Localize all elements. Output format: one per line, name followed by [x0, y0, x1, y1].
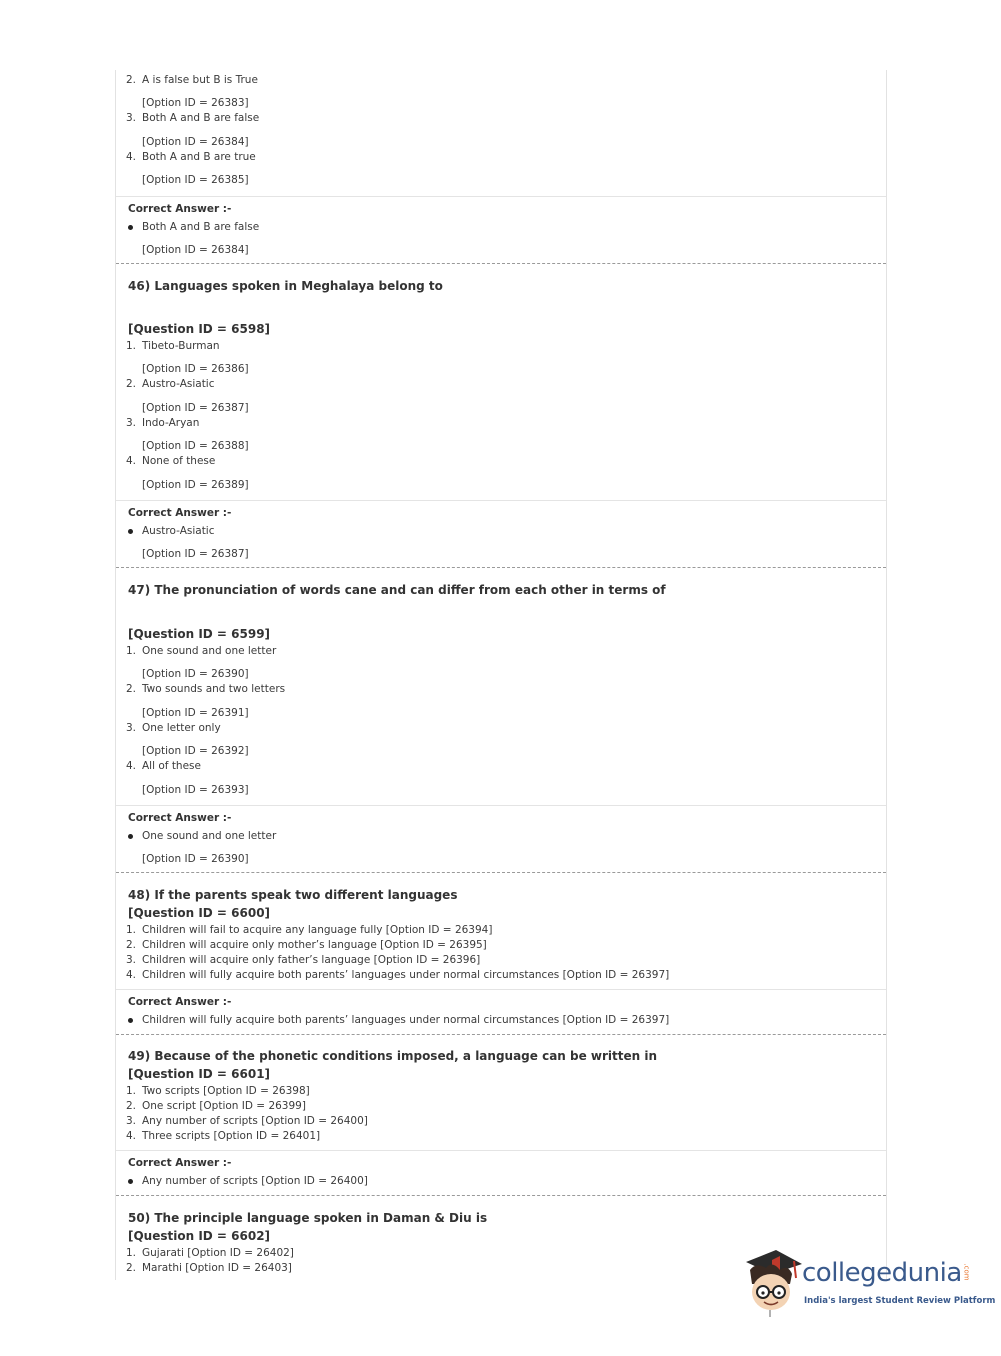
q47-correct-answer [116, 805, 886, 872]
question-text: 48) If the parents speak two different languages [128, 888, 458, 902]
bullet-icon [128, 1018, 133, 1023]
option-id: [Option ID = 26392] [142, 745, 249, 757]
correct-answer-label: Correct Answer :- [128, 812, 232, 824]
logo-tagline: India's largest Student Review Platform [804, 1296, 996, 1306]
option-number: 2. [126, 1100, 137, 1112]
option-id: [Option ID = 26384] [142, 136, 249, 148]
q48-block [116, 872, 886, 989]
option-text: None of these [142, 455, 216, 467]
option-text: Both A and B are false [142, 112, 260, 124]
correct-answer-id: [Option ID = 26387] [142, 548, 249, 560]
question-text: 46) Languages spoken in Meghalaya belong to [128, 279, 443, 293]
mascot-icon [742, 1248, 804, 1318]
option-number: 4. [126, 760, 137, 772]
correct-answer-id: [Option ID = 26384] [142, 244, 249, 256]
option-text: Indo-Aryan [142, 417, 200, 429]
option-text: Children will acquire only father’s language [Option ID = 26396] [142, 954, 481, 966]
q49-block [116, 1034, 886, 1150]
option-number: 2. [126, 939, 137, 951]
correct-answer-text: Austro-Asiatic [142, 525, 215, 537]
q46-correct-answer [116, 500, 886, 567]
question-paper [115, 70, 887, 1280]
option-text: Any number of scripts [Option ID = 26400] [142, 1115, 368, 1127]
option-number: 3. [126, 954, 137, 966]
q46-block [116, 263, 886, 500]
q48-correct-answer [116, 989, 886, 1034]
option-id: [Option ID = 26388] [142, 440, 249, 452]
question-id: [Question ID = 6601] [128, 1067, 271, 1081]
question-id: [Question ID = 6599] [128, 627, 271, 641]
collegedunia-logo [742, 1248, 996, 1318]
q45-options [116, 70, 886, 195]
correct-answer-label: Correct Answer :- [128, 996, 232, 1008]
question-text: 49) Because of the phonetic conditions imposed, a language can be written in [128, 1049, 658, 1063]
option-id: [Option ID = 26387] [142, 402, 249, 414]
option-text: Children will fail to acquire any language fully [Option ID = 26394] [142, 924, 493, 936]
option-number: 3. [126, 112, 137, 124]
option-text: A is false but B is True [142, 74, 258, 86]
option-number: 2. [126, 74, 137, 86]
logo-name: collegedunia [802, 1258, 962, 1288]
option-id: [Option ID = 26389] [142, 479, 249, 491]
option-number: 2. [126, 378, 137, 390]
option-number: 1. [126, 924, 137, 936]
option-id: [Option ID = 26385] [142, 174, 249, 186]
option-number: 1. [126, 645, 137, 657]
correct-answer-label: Correct Answer :- [128, 1157, 232, 1169]
option-number: 1. [126, 1085, 137, 1097]
option-text: Marathi [Option ID = 26403] [142, 1262, 292, 1274]
option-number: 4. [126, 1130, 137, 1142]
question-id: [Question ID = 6598] [128, 322, 271, 336]
correct-answer-label: Correct Answer :- [128, 507, 232, 519]
option-number: 1. [126, 1247, 137, 1259]
option-number: 3. [126, 417, 137, 429]
option-text: One sound and one letter [142, 645, 277, 657]
option-text: Both A and B are true [142, 151, 256, 163]
question-id: [Question ID = 6600] [128, 906, 271, 920]
bullet-icon [128, 1179, 133, 1184]
option-number: 2. [126, 1262, 137, 1274]
option-text: Children will fully acquire both parents’ languages under normal circumstances [Option ID = 26397] [142, 969, 670, 981]
bullet-icon [128, 834, 133, 839]
option-text: Three scripts [Option ID = 26401] [142, 1130, 321, 1142]
correct-answer-text: Children will fully acquire both parents’ languages under normal circumstances [Option ID = 26397] [142, 1014, 670, 1026]
option-text: Children will acquire only mother’s language [Option ID = 26395] [142, 939, 487, 951]
bullet-icon [128, 225, 133, 230]
option-number: 3. [126, 722, 137, 734]
option-text: One script [Option ID = 26399] [142, 1100, 306, 1112]
correct-answer-text: Any number of scripts [Option ID = 26400] [142, 1175, 368, 1187]
option-id: [Option ID = 26390] [142, 668, 249, 680]
correct-answer-id: [Option ID = 26390] [142, 853, 249, 865]
question-id: [Question ID = 6602] [128, 1229, 271, 1243]
option-number: 2. [126, 683, 137, 695]
option-id: [Option ID = 26386] [142, 363, 249, 375]
correct-answer-text: One sound and one letter [142, 830, 277, 842]
option-text: Austro-Asiatic [142, 378, 215, 390]
question-text: 47) The pronunciation of words cane and can differ from each other in terms of [128, 583, 666, 597]
option-text: Gujarati [Option ID = 26402] [142, 1247, 294, 1259]
option-text: One letter only [142, 722, 221, 734]
q45-correct-answer [116, 196, 886, 263]
question-text: 50) The principle language spoken in Daman & Diu is [128, 1211, 488, 1225]
correct-answer-text: Both A and B are false [142, 221, 260, 233]
option-id: [Option ID = 26383] [142, 97, 249, 109]
option-text: Two sounds and two letters [142, 683, 286, 695]
logo-com-suffix: .com [962, 1263, 971, 1281]
option-number: 3. [126, 1115, 137, 1127]
bullet-icon [128, 529, 133, 534]
option-number: 4. [126, 455, 137, 467]
option-text: All of these [142, 760, 201, 772]
option-number: 4. [126, 969, 137, 981]
option-text: Two scripts [Option ID = 26398] [142, 1085, 310, 1097]
q47-block [116, 567, 886, 805]
option-number: 4. [126, 151, 137, 163]
option-text: Tibeto-Burman [142, 340, 220, 352]
option-id: [Option ID = 26391] [142, 707, 249, 719]
option-number: 1. [126, 340, 137, 352]
correct-answer-label: Correct Answer :- [128, 203, 232, 215]
option-id: [Option ID = 26393] [142, 784, 249, 796]
q49-correct-answer [116, 1150, 886, 1195]
